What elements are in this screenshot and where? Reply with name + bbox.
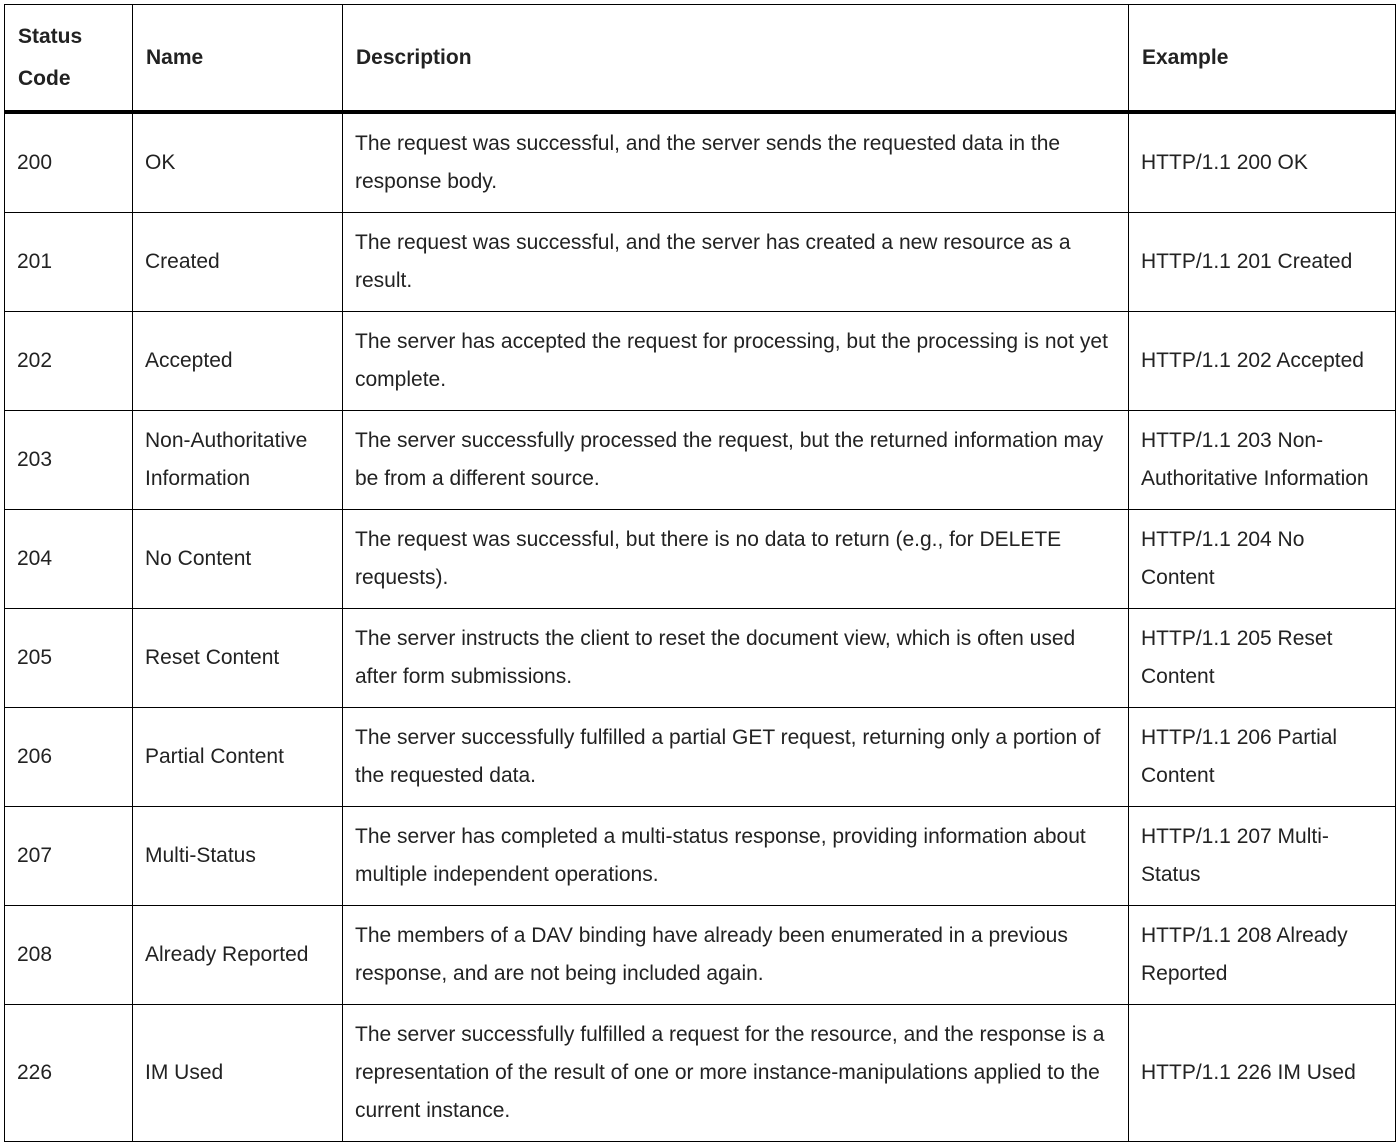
cell-name: IM Used [133,1005,343,1142]
cell-example: HTTP/1.1 207 Multi-Status [1129,807,1396,906]
cell-example: HTTP/1.1 200 OK [1129,112,1396,213]
cell-example: HTTP/1.1 204 No Content [1129,510,1396,609]
cell-code: 202 [5,312,133,411]
cell-description: The server successfully fulfilled a request for the resource, and the response is a representation of the result of one or more instance-manipulations applied to the current instance. [343,1005,1129,1142]
cell-code: 208 [5,906,133,1005]
cell-example: HTTP/1.1 202 Accepted [1129,312,1396,411]
header-description: Description [343,5,1129,113]
header-example: Example [1129,5,1396,113]
cell-code: 200 [5,112,133,213]
cell-example: HTTP/1.1 203 Non-Authoritative Information [1129,411,1396,510]
status-code-table [4,4,1396,1142]
cell-example: HTTP/1.1 208 Already Reported [1129,906,1396,1005]
cell-description: The request was successful, and the server has created a new resource as a result. [343,213,1129,312]
table-row [5,411,1396,510]
table-row [5,112,1396,213]
cell-description: The server has accepted the request for processing, but the processing is not yet complete. [343,312,1129,411]
cell-description: The request was successful, and the server sends the requested data in the response body. [343,112,1129,213]
table-row [5,807,1396,906]
cell-code: 201 [5,213,133,312]
cell-example: HTTP/1.1 226 IM Used [1129,1005,1396,1142]
cell-name: OK [133,112,343,213]
cell-description: The request was successful, but there is no data to return (e.g., for DELETE requests). [343,510,1129,609]
cell-code: 226 [5,1005,133,1142]
cell-name: Reset Content [133,609,343,708]
cell-example: HTTP/1.1 201 Created [1129,213,1396,312]
table-row [5,906,1396,1005]
table-row [5,312,1396,411]
cell-name: Non-Authoritative Information [133,411,343,510]
cell-name: Multi-Status [133,807,343,906]
cell-name: Created [133,213,343,312]
header-status-code: Status Code [5,5,133,113]
cell-example: HTTP/1.1 206 Partial Content [1129,708,1396,807]
cell-name: Partial Content [133,708,343,807]
cell-description: The members of a DAV binding have already been enumerated in a previous response, and are not being included again. [343,906,1129,1005]
cell-description: The server has completed a multi-status response, providing information about multiple independent operations. [343,807,1129,906]
table-row [5,213,1396,312]
cell-code: 205 [5,609,133,708]
cell-description: The server successfully processed the request, but the returned information may be from a different source. [343,411,1129,510]
cell-code: 203 [5,411,133,510]
cell-code: 206 [5,708,133,807]
table-row [5,1005,1396,1142]
table-header-row [5,5,1396,113]
cell-example: HTTP/1.1 205 Reset Content [1129,609,1396,708]
cell-code: 207 [5,807,133,906]
cell-description: The server successfully fulfilled a partial GET request, returning only a portion of the requested data. [343,708,1129,807]
status-code-table-wrapper [4,4,1396,1142]
table-row [5,708,1396,807]
table-row [5,609,1396,708]
cell-description: The server instructs the client to reset the document view, which is often used after form submissions. [343,609,1129,708]
cell-name: Accepted [133,312,343,411]
header-name: Name [133,5,343,113]
cell-code: 204 [5,510,133,609]
table-row [5,510,1396,609]
cell-name: Already Reported [133,906,343,1005]
cell-name: No Content [133,510,343,609]
